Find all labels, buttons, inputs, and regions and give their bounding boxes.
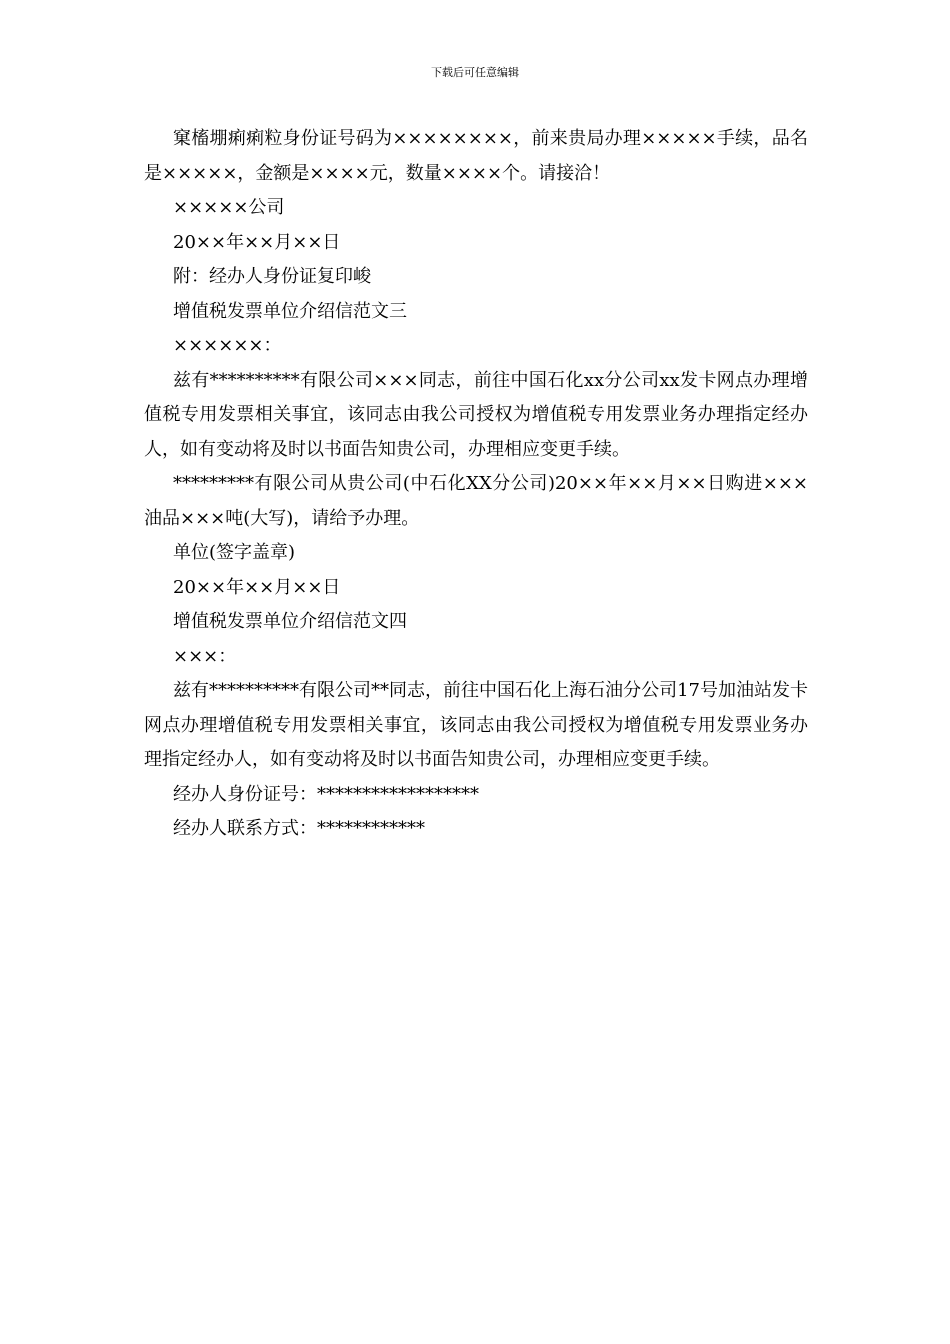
paragraph-company-signature: ×××××公司 xyxy=(173,197,285,218)
paragraph-date: 20××年××月××日 xyxy=(173,231,341,253)
section-title-sample-three: 增值税发票单位介绍信范文三 xyxy=(173,300,407,322)
paragraph-salutation: ××××××： xyxy=(173,335,282,356)
section-title-sample-four: 增值税发票单位介绍信范文四 xyxy=(173,611,407,632)
paragraph-purchase: *********有限公司从贵公司(中石化XX分公司)20××年××月××日购进×××油品×××吨(大写)，请给予办理。 xyxy=(144,473,808,529)
paragraph-date: 20××年××月××日 xyxy=(173,576,341,598)
paragraph-agent-id: 经办人身份证号：****************** xyxy=(173,783,479,805)
page-header-note: 下载后可任意编辑 xyxy=(431,66,519,79)
paragraph-introduction: 兹有**********有限公司×××同志，前往中国石化xx分公司xx发卡网点办理增值税专用发票相关事宜，该同志由我公司授权为增值税专用发票业务办理指定经办人，如有变动将及时以书面告知贵公司，办理相应变更手续。 xyxy=(144,369,808,460)
paragraph-unit-seal: 单位(签字盖章) xyxy=(173,542,296,563)
paragraph-agent-contact: 经办人联系方式：************ xyxy=(173,818,425,839)
paragraph-introduction: 兹有**********有限公司**同志，前往中国石化上海石油分公司17号加油站发卡网点办理增值税专用发票相关事宜，该同志由我公司授权为增值税专用发票业务办理指定经办人，如有变动将及时以书面告知贵公司，办理相应变更手续。 xyxy=(144,680,808,770)
paragraph-salutation: ×××： xyxy=(173,645,237,667)
paragraph-id-request: 窠槒堋痢痢粒身份证号码为××××××××，前来贵局办理×××××手续，品名是×××××，金额是××××元，数量××××个。请接洽！ xyxy=(144,128,808,184)
document-body xyxy=(144,122,808,847)
paragraph-attachment: 附：经办人身份证复印峻 xyxy=(173,266,371,287)
